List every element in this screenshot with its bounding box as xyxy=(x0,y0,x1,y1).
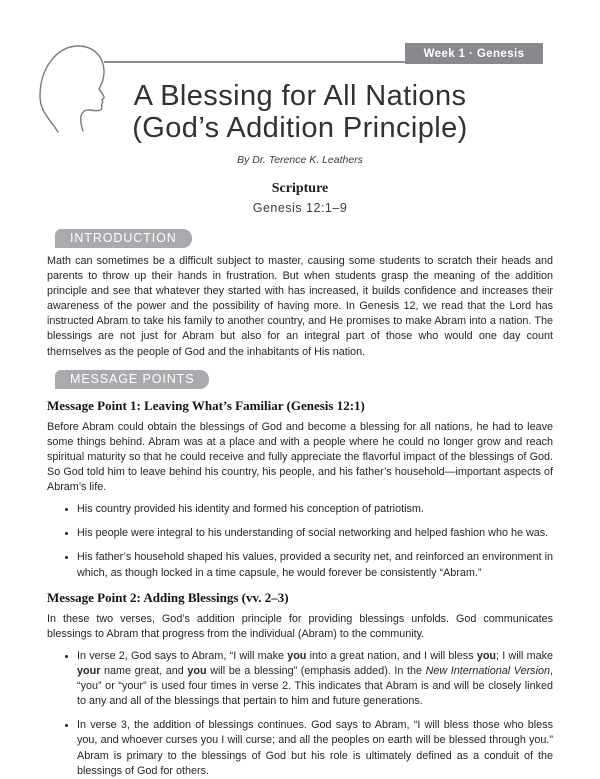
content-column xyxy=(47,229,553,779)
scripture-reference: Genesis 12:1–9 xyxy=(252,200,348,215)
bullet-item: • His country provided his identity and formed his conception of patriotism. xyxy=(77,502,553,517)
byline: By Dr. Terence K. Leathers xyxy=(237,153,363,166)
section-badge-introduction: INTRODUCTION xyxy=(55,229,192,248)
message-point-1-heading: Message Point 1: Leaving What’s Familiar (Genesis 12:1) xyxy=(47,397,365,413)
header-rule xyxy=(104,61,406,63)
bullet-item: • His people were integral to his understanding of social networking and helped fashion who he was. xyxy=(77,526,553,541)
section-badge-message-points: MESSAGE POINTS xyxy=(55,370,209,389)
title-line-2: (God’s Addition Principle) xyxy=(132,112,468,145)
scripture-heading: Scripture xyxy=(271,180,329,196)
introduction-paragraph: Math can sometimes be a difficult subject to master, causing some students to scratch their heads and parents to throw up their hands in frustration. But when students grasp the meaning of the addition principle and see that whatever they started with has increased, it builds confidence and increases their awareness of the power and the possibility of having more. In Genesis 12, we read that the Lord has instructed Abram to take his family to another country, and He promises to make Abram into a nation. The blessings are not just for Abram but also for an integral part of those who would one day count themselves as the people of God and the inhabitants of His nation. xyxy=(47,254,553,358)
message-point-2-paragraph: In these two verses, God’s addition principle for providing blessings unfolds. God communicates blessings to Abram that progress from the individual (Abram) to the community. xyxy=(47,612,553,640)
week-badge: Week 1 · Genesis xyxy=(405,43,543,64)
bullet-item: • His father’s household shaped his values, provided a security net, and reinforced an environment in which, as though locked in a time capsule, he would forever be consistently “Abram.” xyxy=(77,550,553,580)
title-line-1: A Blessing for All Nations xyxy=(133,80,467,112)
message-point-1-bullets xyxy=(47,502,553,580)
message-point-2-bullets xyxy=(47,649,553,779)
bullet-item: • In verse 3, the addition of blessings continues. God says to Abram, “I will bless those who bless you, and whoever curses you I will curse; and all the peoples on earth will be blessed through you.” Abram is primary to the blessings of God but his role is ultimately defined as a conduit of the blessings of God for others. xyxy=(77,718,553,778)
bullet-item: • In verse 2, God says to Abram, “I will make you into a great nation, and I will bless you; I will make your name great, and you will be a blessing” (emphasis added). In the New International Version, “you” or “your” is used four times in verse 2. This indicates that Abram is and will be closely linked to any and all of the blessings that pertain to him and future generations. xyxy=(77,649,553,709)
head-profile-icon xyxy=(36,42,114,136)
message-point-2-heading: Message Point 2: Adding Blessings (vv. 2–3) xyxy=(47,589,289,605)
message-point-1-paragraph: Before Abram could obtain the blessings of God and become a blessing for all nations, he had to leave some things behind. Abram was at a place and with a people where he could no longer grow and reach spiritual maturity so that he could receive and fully appreciate the flavorful impact of the blessings of God. So God told him to leave behind his country, his people, and his father’s household—important aspects of Abram’s life. xyxy=(47,420,553,494)
